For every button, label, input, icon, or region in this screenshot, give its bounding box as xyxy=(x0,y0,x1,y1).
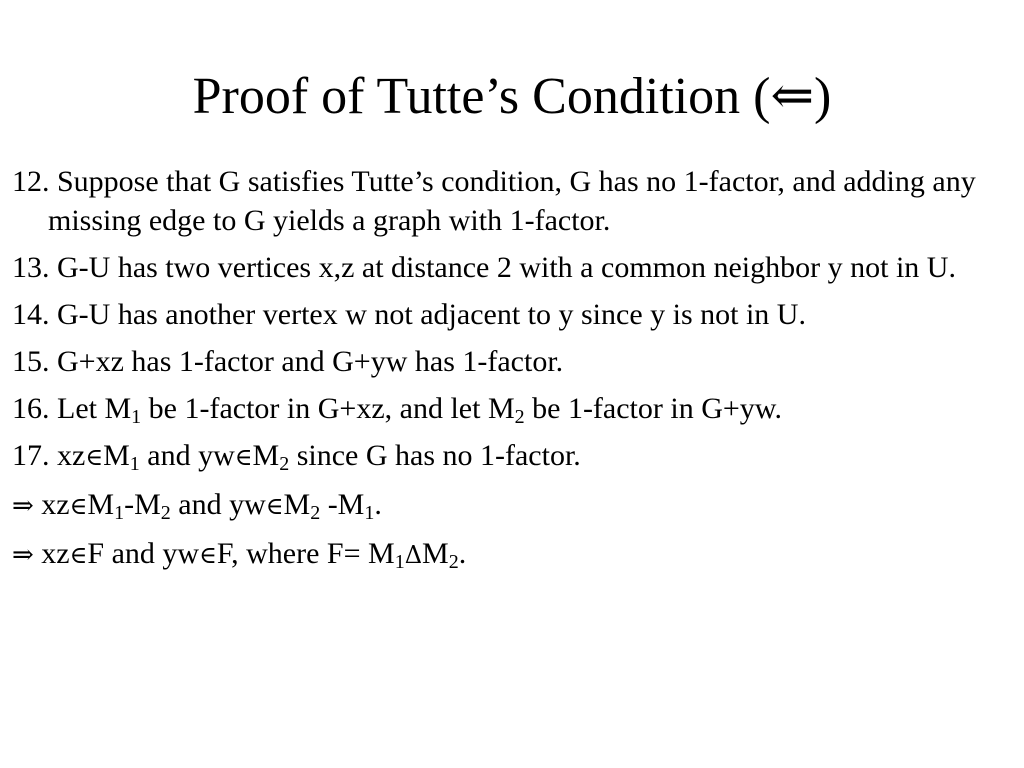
subscript: 2 xyxy=(448,551,459,573)
step-text: $xz\in M_1-M_2$ and $yw\in M_2$ $-M_1$. xyxy=(33,488,382,524)
step-text: $xz\in M_1$ and $yw\in M_2$ since G has no 1-factor. xyxy=(57,439,581,475)
step-text: G-U has another vertex w not adjacent to y since y is not in U. xyxy=(57,298,806,331)
proof-step-17 xyxy=(12,436,1012,477)
step-number: 15. xyxy=(12,345,50,378)
proof-step-16 xyxy=(12,389,1012,428)
step-text: G+xz has 1-factor and G+yw has 1-factor. xyxy=(57,345,564,378)
subscript: 2 xyxy=(514,406,525,428)
slide-title: Proof of Tutte’s Condition (⇐) xyxy=(192,68,832,125)
subscript: 1 xyxy=(114,502,125,524)
element-of-symbol: ∈ xyxy=(199,541,217,569)
subscript: 1 xyxy=(364,502,375,524)
step-number: 14. xyxy=(12,298,50,331)
element-of-symbol: ∈ xyxy=(265,492,284,520)
proof-conclusion-1 xyxy=(12,485,1012,526)
proof-step-12 xyxy=(12,162,1012,240)
step-number: 16. xyxy=(12,392,50,425)
proof-step-13 xyxy=(12,248,1012,287)
implies-arrow-icon: ⇒ xyxy=(12,491,34,521)
step-text: Suppose that G satisfies Tutte’s condition, G has no 1-factor, and adding any missing edge to G yields a graph with 1-factor. xyxy=(48,165,976,237)
proof-conclusion-2 xyxy=(12,534,1012,575)
slide-body xyxy=(12,162,1012,583)
element-of-symbol: ∈ xyxy=(85,443,104,471)
symmetric-difference-symbol: Δ xyxy=(404,541,423,569)
step-number: 13. xyxy=(12,251,50,284)
subscript: 1 xyxy=(394,551,405,573)
subscript: 1 xyxy=(131,406,142,428)
subscript: 1 xyxy=(129,453,140,475)
element-of-symbol: ∈ xyxy=(69,541,88,569)
subscript: 2 xyxy=(279,453,290,475)
element-of-symbol: ∈ xyxy=(69,492,88,520)
step-number: 17. xyxy=(12,439,50,472)
subscript: 2 xyxy=(160,502,171,524)
proof-step-14 xyxy=(12,295,1012,334)
step-text: Let $M_1$ be 1-factor in G+xz, and let $M_2$ be 1-factor in G+yw. xyxy=(57,392,783,428)
element-of-symbol: ∈ xyxy=(234,443,253,471)
step-text: G-U has two vertices x,z at distance 2 with a common neighbor y not in U. xyxy=(57,251,956,284)
step-number: 12. xyxy=(12,165,50,198)
step-text: xz∈F and yw∈F, where $F= M_1\Delta M_2$. xyxy=(33,537,467,573)
proof-step-15 xyxy=(12,342,1012,381)
subscript: 2 xyxy=(310,502,321,524)
implies-arrow-icon: ⇒ xyxy=(12,540,34,570)
